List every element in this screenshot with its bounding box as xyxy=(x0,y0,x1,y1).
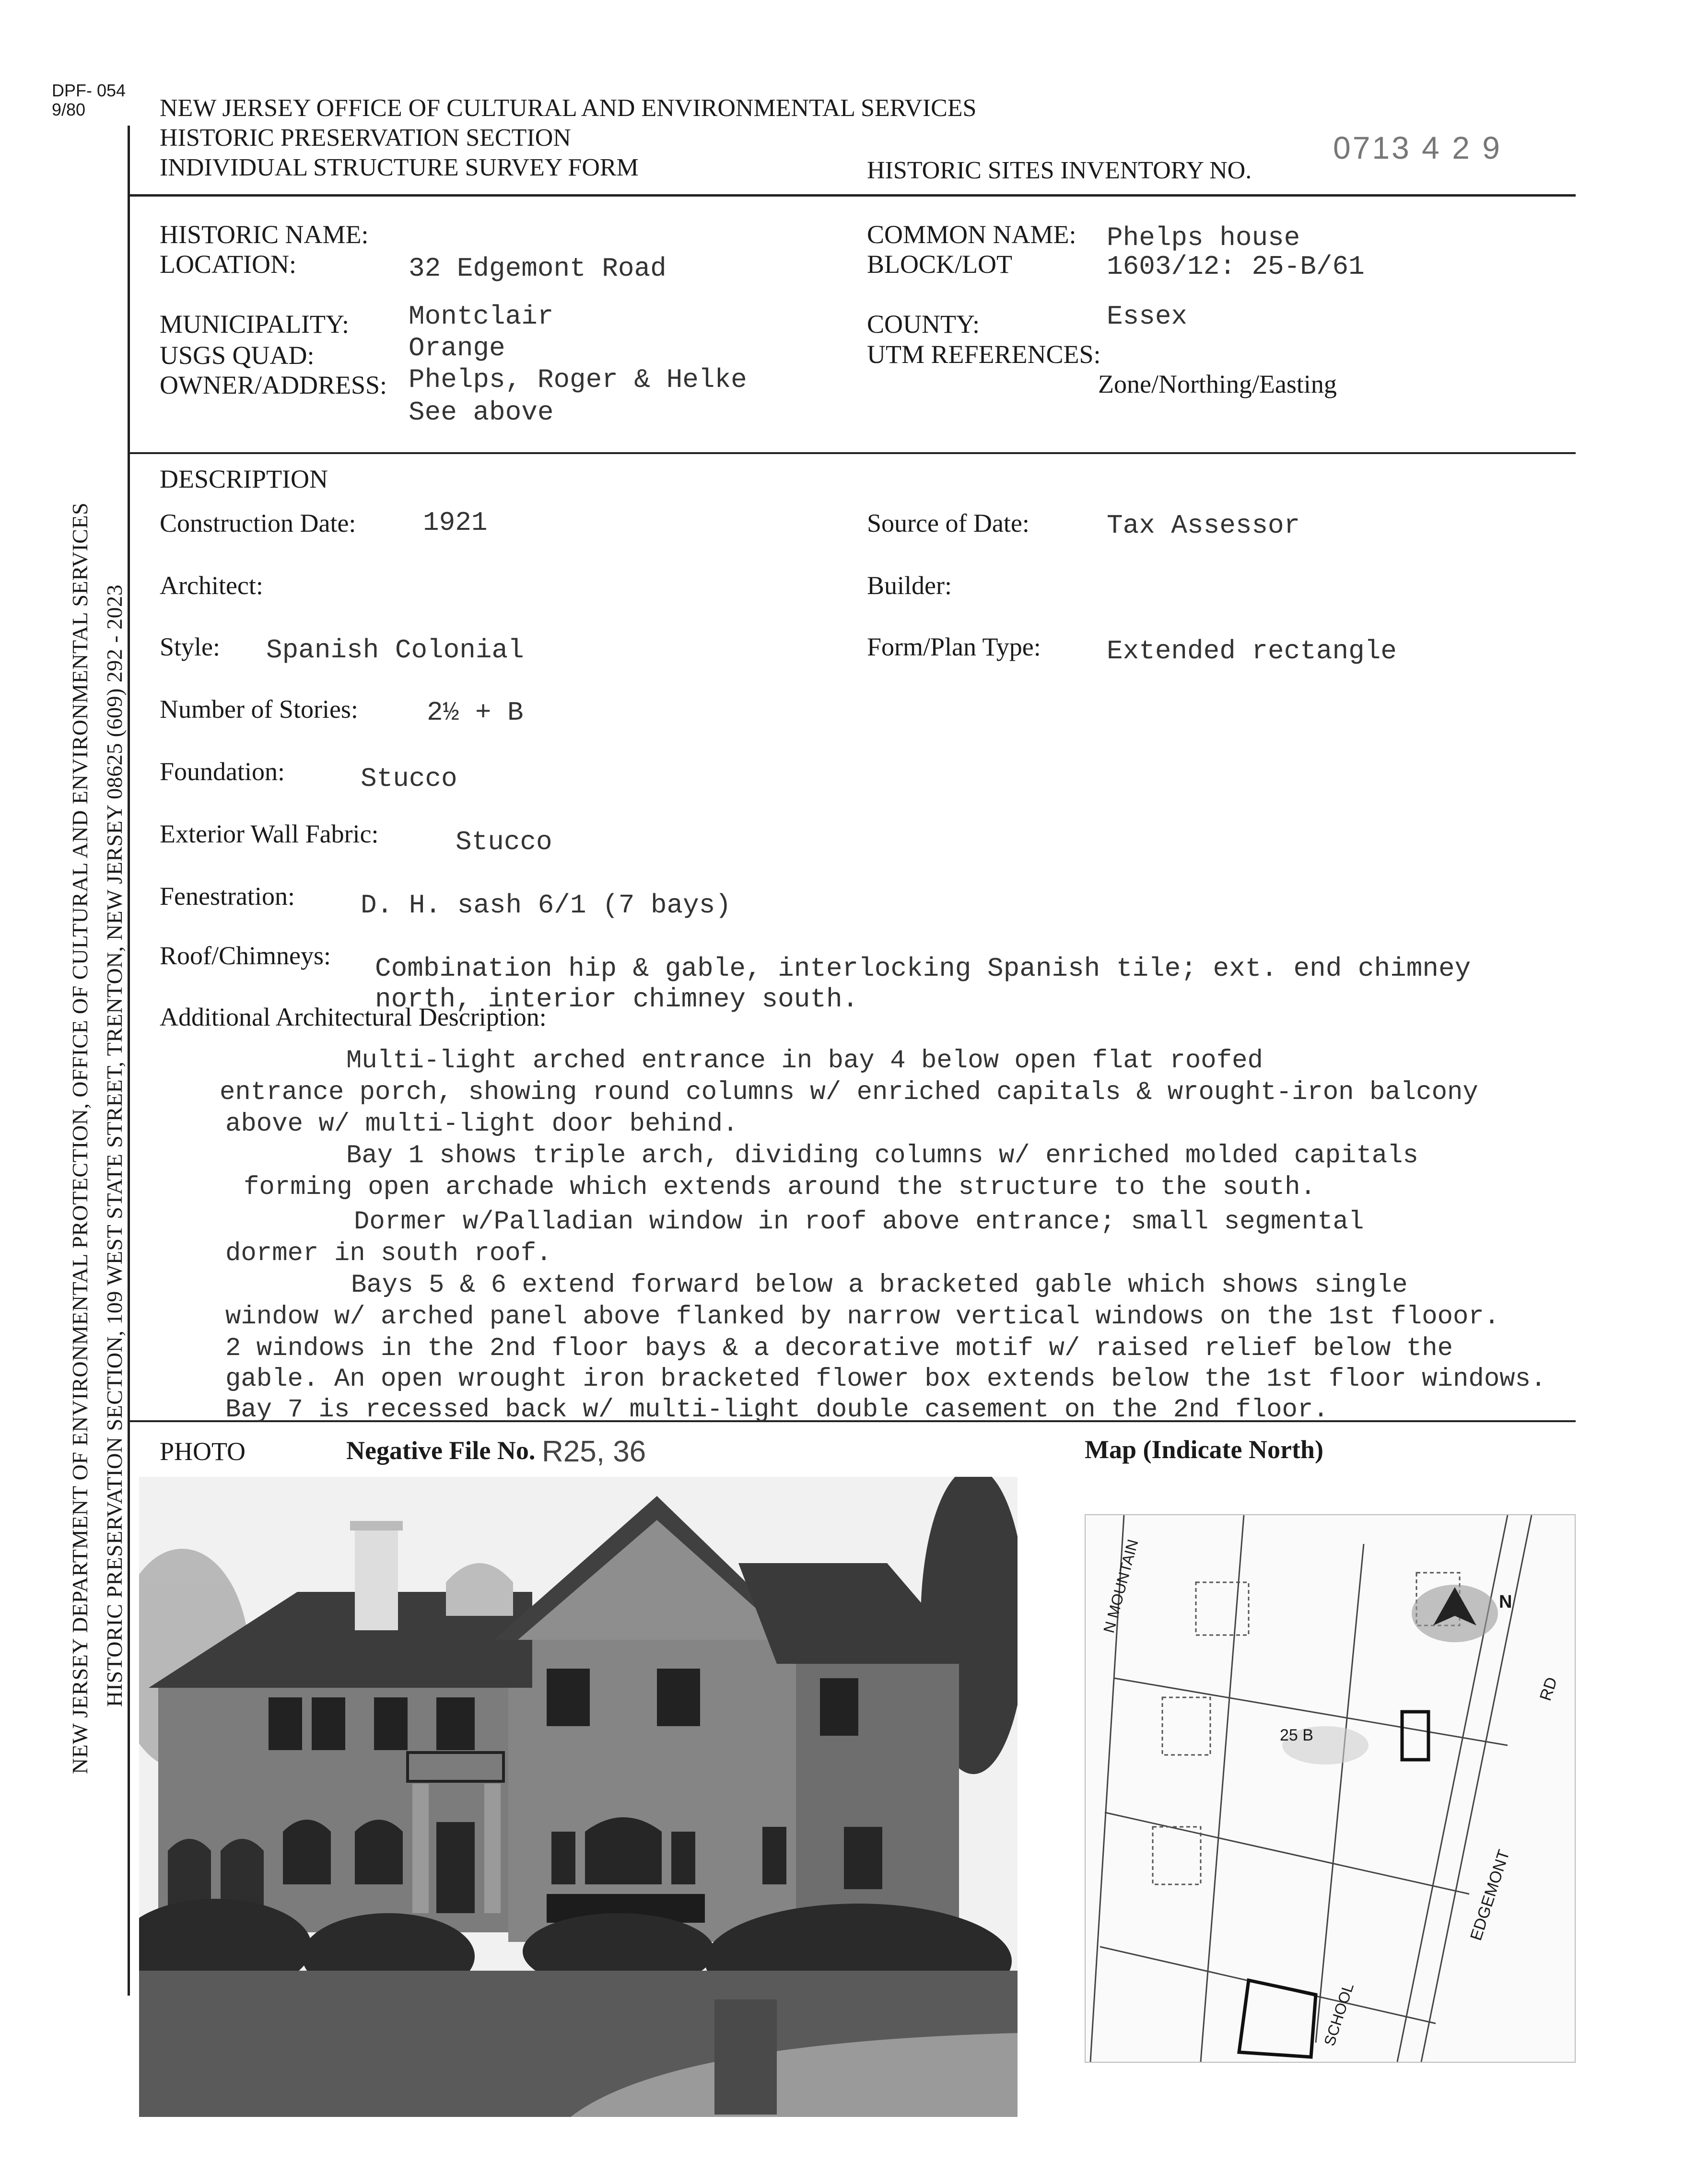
brick-pillar xyxy=(714,1999,777,2115)
usgs-value: Orange xyxy=(409,333,505,363)
common-name-value: Phelps house xyxy=(1107,222,1300,253)
stories-label: Number of Stories: xyxy=(160,695,358,724)
map-street-rd: RD xyxy=(1536,1675,1561,1703)
entrance-door xyxy=(436,1822,475,1913)
inventory-label: HISTORIC SITES INVENTORY NO. xyxy=(867,157,1252,184)
description-line: Dormer w/Palladian window in roof above entrance; small segmental xyxy=(354,1207,1364,1237)
owner-value: Phelps, Roger & Helke xyxy=(409,364,747,395)
header-section: HISTORIC PRESERVATION SECTION xyxy=(160,124,571,152)
construction-date-value: 1921 xyxy=(423,507,488,538)
style-value: Spanish Colonial xyxy=(266,635,524,666)
common-name-label: COMMON NAME: xyxy=(867,220,1076,249)
map-north-label: N xyxy=(1499,1592,1512,1612)
side-text-department: NEW JERSEY DEPARTMENT OF ENVIRONMENTAL PROTECTION, OFFICE OF CULTURAL AND ENVIRONMENTAL SERVICES xyxy=(68,502,92,1774)
header-form-title: INDIVIDUAL STRUCTURE SURVEY FORM xyxy=(160,154,639,181)
foundation-label: Foundation: xyxy=(160,757,285,786)
municipality-value: Montclair xyxy=(409,301,554,332)
location-value: 32 Edgemont Road xyxy=(409,253,667,284)
roof-chimneys-line2: north, interior chimney south. xyxy=(375,984,859,1015)
historic-name-label: HISTORIC NAME: xyxy=(160,220,369,249)
fenestration-value: D. H. sash 6/1 (7 bays) xyxy=(361,890,731,921)
chimney xyxy=(355,1525,398,1630)
side-text-address: HISTORIC PRESERVATION SECTION, 109 WEST STATE STREET, TRENTON, NEW JERSEY 08625 (609) 292 - 2023 xyxy=(102,584,127,1707)
header-rule xyxy=(128,194,1576,197)
header-agency: NEW JERSEY OFFICE OF CULTURAL AND ENVIRONMENTAL SERVICES xyxy=(160,94,977,122)
block-lot-label: BLOCK/LOT xyxy=(867,250,1012,279)
owner-label: OWNER/ADDRESS: xyxy=(160,371,387,399)
negative-file-value: R25, 36 xyxy=(542,1435,646,1468)
wall-fabric-value: Stucco xyxy=(456,827,552,857)
map-label: Map (Indicate North) xyxy=(1085,1435,1323,1464)
municipality-label: MUNICIPALITY: xyxy=(160,310,350,339)
fenestration-label: Fenestration: xyxy=(160,882,295,911)
utm-label: UTM REFERENCES: xyxy=(867,340,1101,369)
description-line: window w/ arched panel above flanked by narrow vertical windows on the 1st flooor. xyxy=(225,1302,1500,1332)
usgs-label: USGS QUAD: xyxy=(160,341,315,370)
form-plan-value: Extended rectangle xyxy=(1107,636,1397,666)
description-line: Multi-light arched entrance in bay 4 below open flat roofed xyxy=(346,1046,1263,1075)
description-heading: DESCRIPTION xyxy=(160,465,328,493)
architect-label: Architect: xyxy=(160,571,263,600)
builder-label: Builder: xyxy=(867,571,952,600)
negative-file-label: Negative File No. xyxy=(346,1436,536,1465)
roof-chimneys-line1: Combination hip & gable, interlocking Spanish tile; ext. end chimney xyxy=(375,953,1471,984)
foundation-value: Stucco xyxy=(361,763,457,794)
description-line: dormer in south roof. xyxy=(225,1239,552,1268)
description-line: forming open archade which extends around the structure to the south. xyxy=(244,1173,1316,1202)
county-label: COUNTY: xyxy=(867,310,980,339)
map-street-n-mountain: N MOUNTAIN xyxy=(1100,1537,1142,1635)
map-street-edgemont: EDGEMONT xyxy=(1467,1847,1513,1943)
map-lot-label: 25 B xyxy=(1280,1726,1313,1744)
wall-fabric-label: Exterior Wall Fabric: xyxy=(160,819,379,848)
description-line: 2 windows in the 2nd floor bays & a decorative motif w/ raised relief below the xyxy=(225,1334,1453,1363)
form-plan-label: Form/Plan Type: xyxy=(867,632,1041,661)
description-line: Bay 7 is recessed back w/ multi-light double casement on the 2nd floor. xyxy=(225,1395,1329,1425)
stories-value: 2½ + B xyxy=(427,697,524,728)
description-line: gable. An open wrought iron bracketed flower box extends below the 1st floor windows. xyxy=(225,1365,1546,1394)
photo-label: PHOTO xyxy=(160,1437,246,1466)
description-line: Bays 5 & 6 extend forward below a bracketed gable which shows single xyxy=(351,1271,1408,1300)
utm-subheading: Zone/Northing/Easting xyxy=(1098,370,1337,398)
additional-description-label: Additional Architectural Description: xyxy=(160,1003,547,1031)
description-line: above w/ multi-light door behind. xyxy=(225,1110,738,1139)
source-of-date-value: Tax Assessor xyxy=(1107,510,1300,541)
inventory-number: 0713 4 2 9 xyxy=(1333,130,1502,165)
location-label: LOCATION: xyxy=(160,250,296,279)
form-date: 9/80 xyxy=(52,100,86,119)
form-code: DPF- 054 xyxy=(52,81,126,100)
source-of-date-label: Source of Date: xyxy=(867,509,1029,538)
house-photograph xyxy=(139,1477,1018,2117)
roof-chimneys-label: Roof/Chimneys: xyxy=(160,941,331,970)
subject-lot xyxy=(1402,1712,1428,1760)
owner-address-value: See above xyxy=(409,397,554,428)
construction-date-label: Construction Date: xyxy=(160,509,356,538)
county-value: Essex xyxy=(1107,301,1188,332)
description-line: Bay 1 shows triple arch, dividing columns w/ enriched molded capitals xyxy=(346,1141,1418,1170)
description-line: entrance porch, showing round columns w/ enriched capitals & wrought-iron balcony xyxy=(220,1078,1478,1107)
identification-rule xyxy=(128,452,1576,454)
map-street-school: SCHOOL xyxy=(1321,1981,1357,2048)
block-lot-value: 1603/12: 25-B/61 xyxy=(1107,251,1365,282)
style-label: Style: xyxy=(160,632,221,661)
map-frame xyxy=(1085,1514,1576,2063)
left-margin-rule xyxy=(128,126,130,1996)
